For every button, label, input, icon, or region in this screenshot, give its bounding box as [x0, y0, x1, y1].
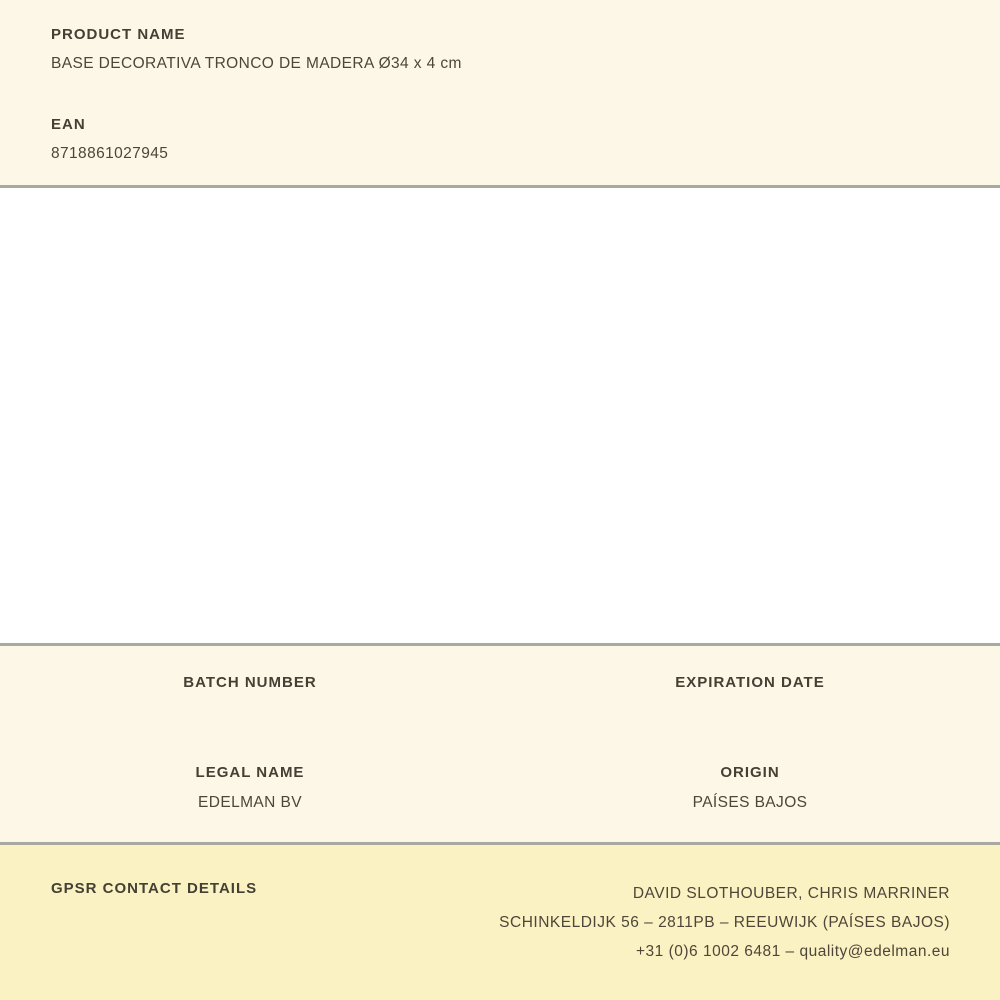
batch-expiration-row — [0, 646, 1000, 693]
legal-name-field — [0, 763, 500, 813]
legal-name-value: EDELMAN BV — [198, 794, 302, 811]
origin-value: PAÍSES BAJOS — [692, 794, 808, 811]
product-header-section — [0, 0, 1000, 185]
gpsr-address: SCHINKELDIJK 56 – 2811PB – REEUWIJK (PAÍSES BAJOS) — [499, 914, 950, 931]
legal-name-label: LEGAL NAME — [195, 764, 305, 781]
product-name-field — [51, 25, 950, 74]
origin-label: ORIGIN — [720, 764, 780, 781]
gpsr-contact-section — [0, 845, 1000, 1000]
batch-number-field — [0, 673, 500, 693]
product-image-placeholder — [0, 188, 1000, 643]
ean-field — [51, 115, 950, 164]
origin-field — [500, 763, 1000, 813]
ean-label: EAN — [51, 116, 86, 133]
gpsr-phone-email: +31 (0)6 1002 6481 – quality@edelman.eu — [635, 943, 950, 960]
legal-origin-row — [0, 763, 1000, 813]
product-name-label: PRODUCT NAME — [51, 26, 186, 43]
gpsr-contact-details-label: GPSR CONTACT DETAILS — [51, 880, 258, 897]
details-section — [0, 646, 1000, 842]
gpsr-contact-info — [499, 879, 950, 966]
ean-value: 8718861027945 — [51, 145, 169, 162]
product-name-value: BASE DECORATIVA TRONCO DE MADERA Ø34 x 4 cm — [51, 55, 462, 72]
expiration-date-label: EXPIRATION DATE — [675, 674, 825, 691]
gpsr-contact-names: DAVID SLOTHOUBER, CHRIS MARRINER — [632, 885, 950, 902]
expiration-date-field — [500, 673, 1000, 693]
batch-number-label: BATCH NUMBER — [183, 674, 317, 691]
